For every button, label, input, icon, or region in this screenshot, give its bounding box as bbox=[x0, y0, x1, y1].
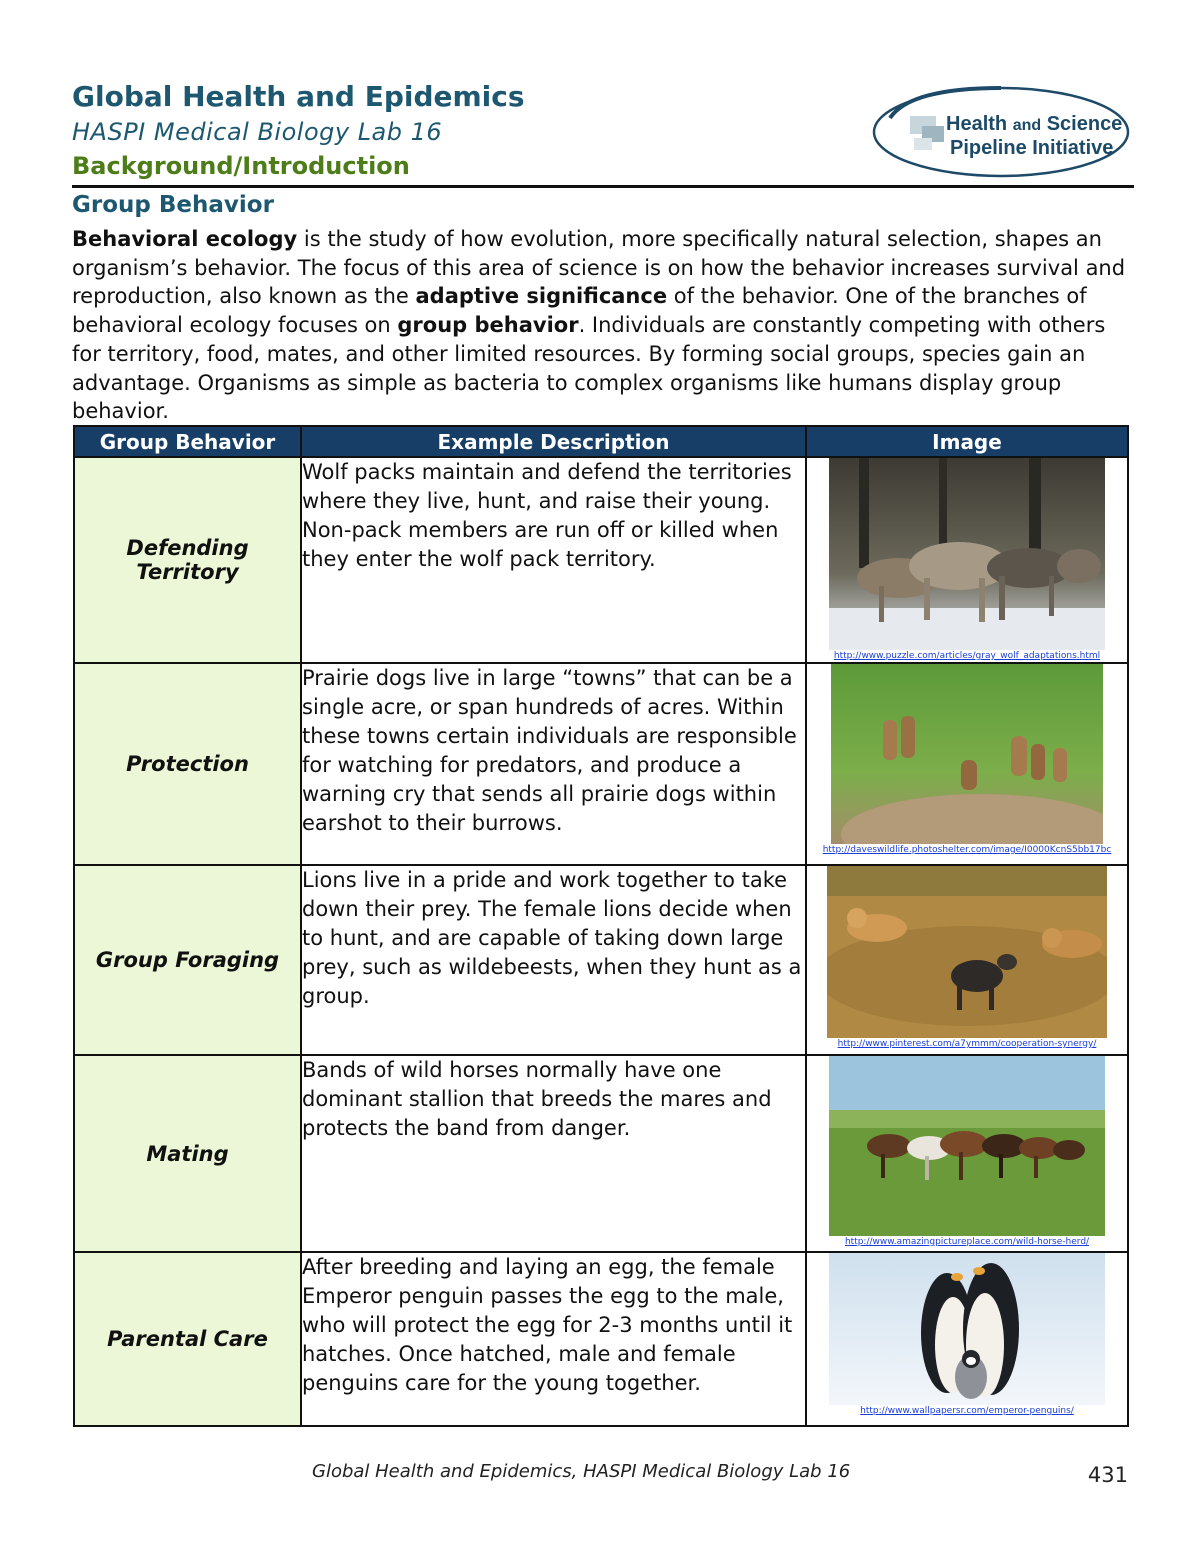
behavior-description: Prairie dogs live in large “towns” that can be a single acre, or span hundreds of acres. Within these towns certain individuals are responsible for watching for predators, and produce a warning cry that sends all prairie dogs within earshot to their burrows. bbox=[301, 663, 806, 865]
image-cell bbox=[806, 865, 1128, 1055]
haspi-logo bbox=[870, 80, 1132, 184]
lions-wildebeest-image bbox=[827, 866, 1107, 1038]
behavior-name: Mating bbox=[74, 1055, 301, 1252]
image-cell bbox=[806, 1055, 1128, 1252]
table-row bbox=[74, 1252, 1128, 1426]
page-footer bbox=[0, 1461, 1200, 1491]
intro-text-1: is the study of how evolution, more specifically natural selection, shapes an organism’s behavior. The focus of this area of science is on how the behavior increases survival and reproduction, also known as the bbox=[72, 227, 1126, 309]
col-header-description: Example Description bbox=[301, 426, 806, 457]
page-number: 431 bbox=[1087, 1463, 1128, 1487]
term-adaptive-significance: adaptive significance bbox=[415, 284, 668, 309]
svg-text:Pipeline Initiative: Pipeline Initiative bbox=[950, 137, 1114, 159]
wild-horses-image bbox=[829, 1056, 1105, 1236]
group-behavior-table bbox=[73, 425, 1129, 1427]
behavior-description: After breeding and laying an egg, the female Emperor penguin passes the egg to the male, who will protect the egg for 2-3 months until it hatches. Once hatched, male and female penguins care for the young together. bbox=[301, 1252, 806, 1426]
image-cell bbox=[806, 1252, 1128, 1426]
behavior-name: Defending Territory bbox=[74, 457, 301, 663]
prairie-dogs-image bbox=[831, 664, 1103, 844]
behavior-description: Lions live in a pride and work together to take down their prey. The female lions decide when to hunt, and are capable of taking down large prey, such as wildebeests, when they hunt as a group. bbox=[301, 865, 806, 1055]
table-row bbox=[74, 457, 1128, 663]
footer-text: Global Health and Epidemics, HASPI Medical Biology Lab 16 bbox=[312, 1461, 851, 1482]
table-row bbox=[74, 865, 1128, 1055]
intro-text-2: of the behavior. One of the branches of behavioral ecology focuses on bbox=[72, 284, 1087, 338]
table-header-row bbox=[74, 426, 1128, 457]
table-row bbox=[74, 1055, 1128, 1252]
term-behavioral-ecology: Behavioral ecology bbox=[72, 227, 298, 251]
header-rule bbox=[72, 185, 1134, 188]
behavior-name: Protection bbox=[74, 663, 301, 865]
document-title: Global Health and Epidemics bbox=[72, 80, 525, 113]
document-subtitle: HASPI Medical Biology Lab 16 bbox=[72, 118, 443, 146]
behavior-name: Group Foraging bbox=[74, 865, 301, 1055]
intro-text-3: . Individuals are constantly competing with others for territory, food, mates, and other limited resources. By forming social groups, species gain an advantage. Organisms as simple as bacteria to complex organisms like humans display group behavior. bbox=[72, 313, 1106, 424]
image-cell bbox=[806, 663, 1128, 865]
image-source-link[interactable]: http://daveswildlife.photoshelter.com/image/I0000KcnS5bb17bc bbox=[822, 845, 1112, 855]
image-source-link[interactable]: http://www.amazingpictureplace.com/wild-horse-herd/ bbox=[844, 1237, 1090, 1247]
section-heading: Background/Introduction bbox=[72, 152, 410, 180]
col-header-behavior: Group Behavior bbox=[74, 426, 301, 457]
image-source-link[interactable]: http://www.puzzle.com/articles/gray_wolf_adaptations.html bbox=[833, 651, 1101, 661]
wolf-pack-image bbox=[829, 458, 1105, 650]
behavior-description: Wolf packs maintain and defend the territories where they live, hunt, and raise their young. Non-pack members are run off or killed when they enter the wolf pack territory. bbox=[301, 457, 806, 663]
image-cell bbox=[806, 457, 1128, 663]
page-header bbox=[72, 80, 1134, 188]
svg-text:Health and Science: Health and Science bbox=[946, 113, 1123, 135]
image-source-link[interactable]: http://www.pinterest.com/a7ymmm/cooperation-synergy/ bbox=[837, 1039, 1097, 1049]
intro-paragraph bbox=[72, 225, 1134, 426]
image-source-link[interactable]: http://www.wallpapersr.com/emperor-penguins/ bbox=[860, 1406, 1074, 1416]
group-behavior-heading: Group Behavior bbox=[72, 192, 274, 218]
col-header-image: Image bbox=[806, 426, 1128, 457]
behavior-name: Parental Care bbox=[74, 1252, 301, 1426]
table-row bbox=[74, 663, 1128, 865]
emperor-penguins-image bbox=[829, 1253, 1105, 1405]
behavior-description: Bands of wild horses normally have one dominant stallion that breeds the mares and protects the band from danger. bbox=[301, 1055, 806, 1252]
term-group-behavior: group behavior bbox=[397, 313, 579, 338]
